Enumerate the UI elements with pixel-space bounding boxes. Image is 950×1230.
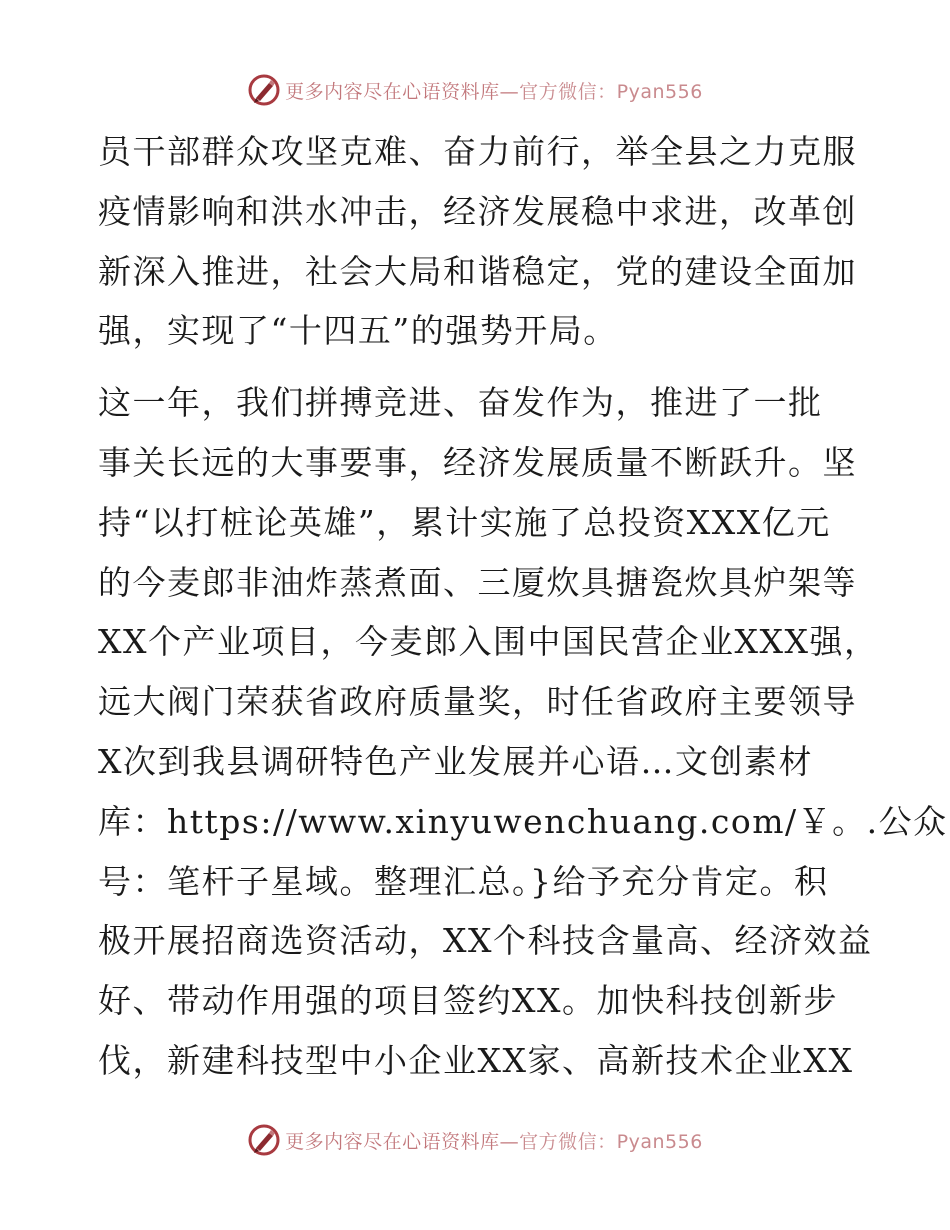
banner-text: 更多内容尽在心语资料库—官方微信：Pyan556 <box>285 80 703 103</box>
paragraph <box>98 373 948 1091</box>
text-line: 远大阀门荣获省政府质量奖，时任省政府主要领导 <box>98 682 857 722</box>
text-line: X次到我县调研特色产业发展并心语…文创素材 <box>98 741 813 781</box>
text-line: 这一年，我们拼搏竞进、奋发作为，推进了一批 <box>98 383 823 423</box>
text-line: 持“以打桩论英雄”，累计实施了总投资XXX亿元 <box>98 502 831 542</box>
document-body <box>98 122 948 1091</box>
banner-text: 更多内容尽在心语资料库—官方微信：Pyan556 <box>285 1130 703 1153</box>
text-line: 新深入推进，社会大局和谐稳定，党的建设全面加 <box>98 251 857 291</box>
pen-logo-icon <box>247 1123 281 1157</box>
header-banner <box>0 70 950 110</box>
text-line: 员干部群众攻坚克难、奋力前行，举全县之力克服 <box>98 132 857 171</box>
text-line: 库：https://www.xinyuwenchuang.com/￥。.公众 <box>98 801 948 841</box>
text-line: 强，实现了“十四五”的强势开局。 <box>98 311 618 351</box>
text-line: 疫情影响和洪水冲击，经济发展稳中求进，改革创 <box>98 191 857 231</box>
pen-logo-icon <box>247 73 281 107</box>
text-line: 伐，新建科技型中小企业XX家、高新技术企业XX <box>98 1040 854 1080</box>
footer-banner <box>0 1120 950 1160</box>
text-line: XX个产业项目，今麦郎入围中国民营企业XXX强， <box>98 622 879 662</box>
paragraph <box>98 122 858 361</box>
text-line: 的今麦郎非油炸蒸煮面、三厦炊具搪瓷炊具炉架等 <box>98 562 857 602</box>
text-line: 极开展招商选资活动，XX个科技含量高、经济效益 <box>98 921 873 961</box>
text-line: 好、带动作用强的项目签约XX。加快科技创新步 <box>98 981 838 1021</box>
text-line: 事关长远的大事要事，经济发展质量不断跃升。坚 <box>98 442 857 482</box>
text-line: 号：笔杆子星域。整理汇总。}给予充分肯定。积 <box>98 861 829 901</box>
